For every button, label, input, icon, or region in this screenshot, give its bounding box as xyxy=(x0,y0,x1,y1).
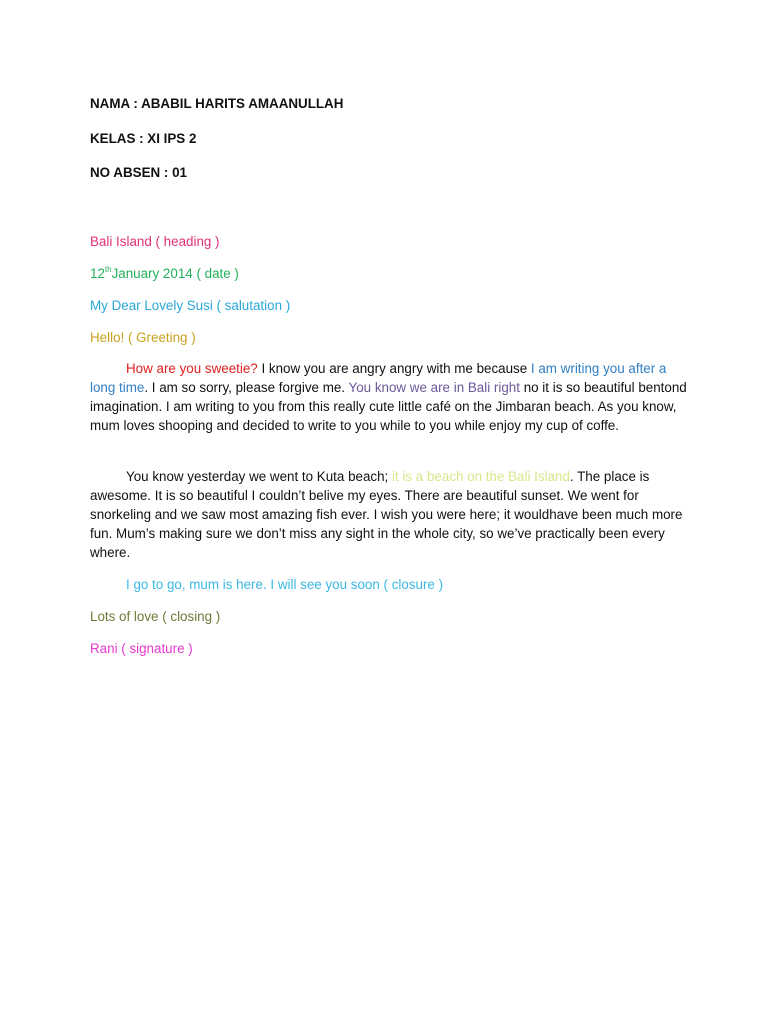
letter-closing: Lots of love ( closing ) xyxy=(90,609,221,624)
p1-bali: You know we are in Bali right xyxy=(348,380,520,395)
p1-text-2: . I am so sorry, please forgive me. xyxy=(144,380,349,395)
p1-question: How are you sweetie? xyxy=(126,361,258,376)
letter-salutation: My Dear Lovely Susi ( salutation ) xyxy=(90,298,291,313)
letter-heading: Bali Island ( heading ) xyxy=(90,234,220,249)
student-class: KELAS : XI IPS 2 xyxy=(90,131,197,146)
date-suffix: th xyxy=(104,265,112,274)
date-rest: January 2014 ( date ) xyxy=(111,266,239,281)
p2-beach: it is a beach on the Bali Island xyxy=(392,469,570,484)
p1-writing: I am writing you after a long time xyxy=(90,361,667,395)
letter-date xyxy=(90,264,239,283)
letter-closure: I go to go, mum is here. I will see you soon ( closure ) xyxy=(126,577,444,592)
p2-text-2: . The place is awesome. It is so beautiful I couldn’t belive my eyes. There are beautiful sunset. We went for snorkeling and we saw most amazing fish ever. I wish you were here; it wouldhave been much more fun. Mum’s making sure we don’t miss any sight in the whole city, so we’ve practically been every where. xyxy=(90,469,683,560)
paragraph-2 xyxy=(90,467,690,562)
p1-text-1: I know you are angry angry with me because xyxy=(257,361,531,376)
letter-greeting: Hello! ( Greeting ) xyxy=(90,330,196,345)
date-day: 12 xyxy=(90,266,105,281)
p2-text-1: You know yesterday we went to Kuta beach; xyxy=(126,469,392,484)
letter-signature: Rani ( signature ) xyxy=(90,641,193,656)
p1-text-3: no it is so beautiful bentond imagination. I am writing to you from this really cute little café on the Jimbaran beach. As you know, mum loves shooping and decided to write to you while to you while enjoy my cup of coffe. xyxy=(90,380,687,433)
student-number: NO ABSEN : 01 xyxy=(90,165,187,180)
student-name: NAMA : ABABIL HARITS AMAANULLAH xyxy=(90,96,344,111)
paragraph-1 xyxy=(90,359,690,435)
